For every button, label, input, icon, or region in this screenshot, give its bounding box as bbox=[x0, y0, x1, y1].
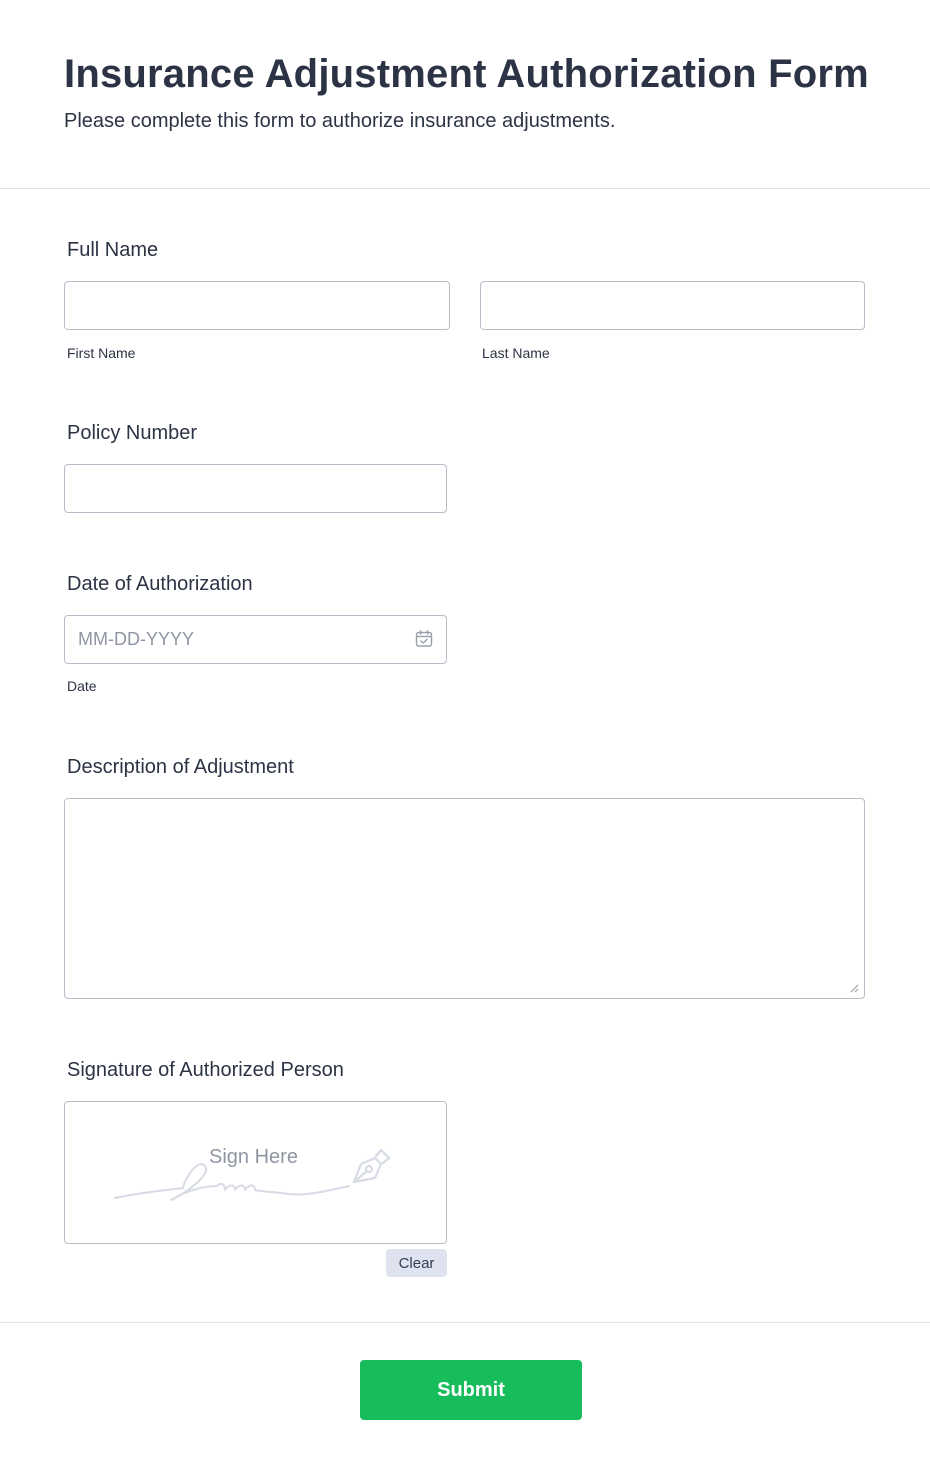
first-name-input[interactable] bbox=[64, 281, 450, 330]
resize-handle-icon[interactable] bbox=[849, 983, 859, 993]
pen-nib-icon bbox=[349, 1142, 395, 1188]
submit-button[interactable]: Submit bbox=[360, 1360, 582, 1420]
date-input[interactable] bbox=[64, 615, 447, 664]
description-label: Description of Adjustment bbox=[67, 756, 294, 778]
last-name-input[interactable] bbox=[480, 281, 865, 330]
sign-here-placeholder: Sign Here bbox=[209, 1146, 298, 1168]
date-of-authorization-label: Date of Authorization bbox=[67, 573, 253, 595]
footer-divider bbox=[0, 1322, 930, 1323]
clear-signature-button[interactable]: Clear bbox=[386, 1249, 447, 1277]
calendar-icon[interactable] bbox=[414, 629, 434, 649]
policy-number-input[interactable] bbox=[64, 464, 447, 513]
page-title: Insurance Adjustment Authorization Form bbox=[64, 52, 869, 96]
first-name-sublabel: First Name bbox=[67, 345, 136, 361]
description-textarea[interactable] bbox=[64, 798, 865, 999]
page-subtitle: Please complete this form to authorize insurance adjustments. bbox=[64, 110, 616, 132]
form-header bbox=[0, 0, 930, 189]
signature-scribble-icon bbox=[113, 1156, 353, 1206]
last-name-sublabel: Last Name bbox=[482, 345, 550, 361]
full-name-label: Full Name bbox=[67, 239, 159, 261]
signature-label: Signature of Authorized Person bbox=[67, 1059, 344, 1081]
signature-pad[interactable] bbox=[64, 1101, 447, 1244]
date-sublabel: Date bbox=[67, 678, 97, 694]
policy-number-label: Policy Number bbox=[67, 422, 198, 444]
